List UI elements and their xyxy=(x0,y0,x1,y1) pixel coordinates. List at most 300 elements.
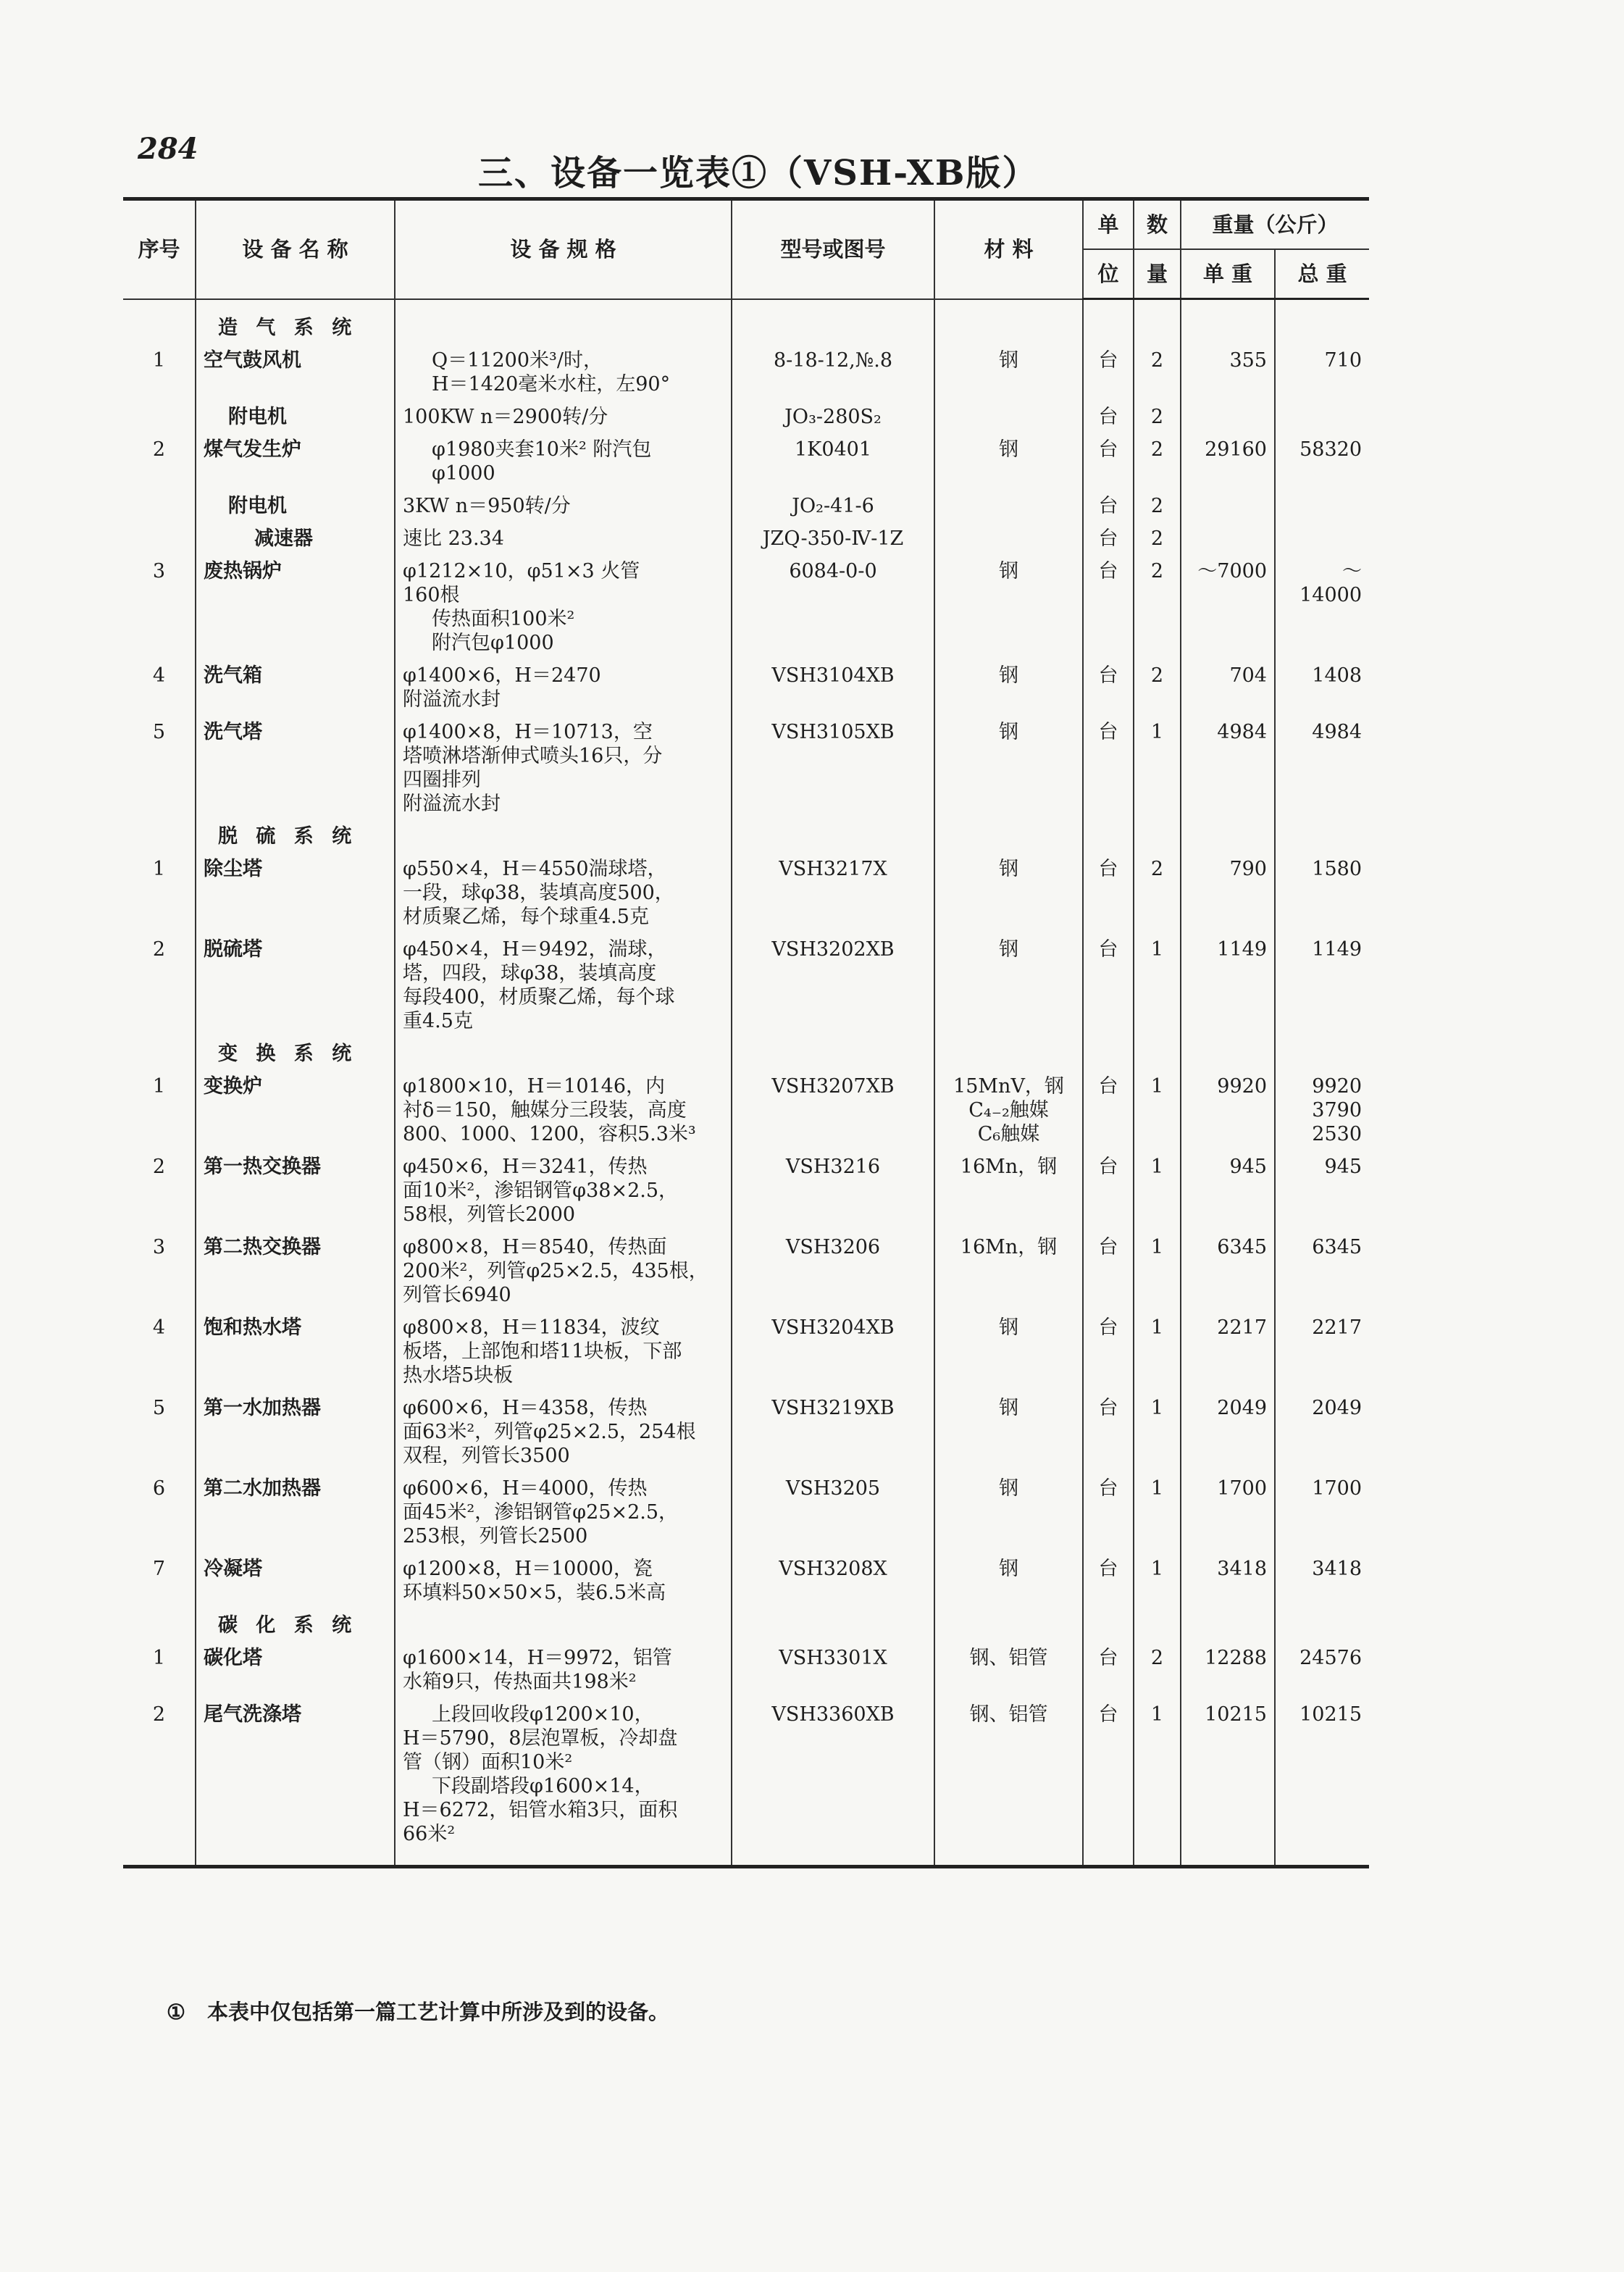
model-text: 1K0401 xyxy=(794,438,872,461)
unit-weight xyxy=(1181,716,1275,820)
model-text: ⅤSH3104XB xyxy=(771,664,895,687)
row-index xyxy=(123,1553,196,1609)
equipment-spec xyxy=(395,716,732,820)
spec-line: φ450×6，H＝3241，传热 xyxy=(403,1155,648,1178)
equipment-spec xyxy=(395,1553,732,1609)
unit-weight-text: 355 xyxy=(1229,348,1267,372)
spec-line: 3KW n＝950转/分 xyxy=(403,494,571,517)
index-text: 6 xyxy=(152,1477,166,1500)
unit-text: 台 xyxy=(1098,438,1118,461)
equipment-model xyxy=(732,853,934,933)
unit-weight-text xyxy=(1189,494,1267,518)
unit-weight xyxy=(1181,1231,1275,1311)
section-row xyxy=(123,1037,1369,1070)
equipment-material xyxy=(934,1698,1083,1867)
equipment-qty xyxy=(1134,522,1181,555)
spec-line: 环填料50×50×5，装6.5米高 xyxy=(403,1581,666,1604)
equipment-model xyxy=(732,555,934,659)
spec-line: φ1200×8，H＝10000，瓷 xyxy=(403,1557,653,1580)
total-weight-text xyxy=(1283,405,1362,429)
spec-line: 面10米²，渗铝钢管φ38×2.5， xyxy=(403,1179,679,1202)
table-row xyxy=(123,401,1369,433)
section-row xyxy=(123,299,1369,344)
equipment-spec xyxy=(395,1472,732,1553)
spec-line: φ1600×14，H＝9972，铝管 xyxy=(403,1646,672,1669)
equipment-unit xyxy=(1083,716,1134,820)
section-title: 碳 化 系 统 xyxy=(218,1613,358,1637)
equipment-qty xyxy=(1134,716,1181,820)
equipment-material xyxy=(934,1553,1083,1609)
index-text: 2 xyxy=(152,1155,166,1178)
total-weight-text: 1149 xyxy=(1312,937,1363,961)
equipment-table xyxy=(123,197,1369,1868)
material-text: 钢 xyxy=(999,664,1018,687)
spec-line: 100KW n＝2900转/分 xyxy=(403,405,608,428)
unit-weight-text: 10215 xyxy=(1205,1703,1267,1726)
index-text: 3 xyxy=(152,1235,166,1258)
total-weight xyxy=(1275,1311,1369,1392)
total-weight-text: 945 xyxy=(1324,1155,1363,1178)
table-row xyxy=(123,1553,1369,1609)
spec-line: 200米²，列管φ25×2.5，435根， xyxy=(403,1259,708,1282)
material-text: 16Mn，钢 xyxy=(960,1235,1058,1258)
unit-weight xyxy=(1181,1472,1275,1553)
footnote xyxy=(167,1996,669,2026)
total-weight-text: 2049 xyxy=(1312,1396,1363,1419)
index-text: 3 xyxy=(152,559,166,582)
spec-line: 管（钢）面积10米² xyxy=(403,1750,573,1774)
spec-line: 附汽包φ1000 xyxy=(432,631,554,654)
name-text: 尾气洗涤塔 xyxy=(204,1703,301,1726)
spec-line: φ800×8，H＝8540，传热面 xyxy=(403,1235,667,1258)
header-total-weight: 总 重 xyxy=(1275,249,1369,299)
qty-text: 1 xyxy=(1150,1316,1164,1339)
equipment-qty xyxy=(1134,1150,1181,1231)
table-row xyxy=(123,1642,1369,1698)
unit-weight-text: 4984 xyxy=(1217,720,1267,743)
total-weight-text xyxy=(1283,527,1362,551)
row-index xyxy=(123,659,196,716)
row-index xyxy=(123,1642,196,1698)
model-text: ⅤSH3202XB xyxy=(771,937,895,961)
name-text: 空气鼓风机 xyxy=(204,348,301,372)
equipment-model xyxy=(732,1553,934,1609)
spec-line: 58根，列管长2000 xyxy=(403,1203,576,1226)
total-weight xyxy=(1275,1392,1369,1472)
spec-line: 塔，四段，球φ38，装填高度 xyxy=(403,961,657,985)
equipment-material xyxy=(934,659,1083,716)
spec-line: φ1800×10，H＝10146，内 xyxy=(403,1074,666,1098)
equipment-spec xyxy=(395,522,732,555)
equipment-unit xyxy=(1083,490,1134,522)
unit-text: 台 xyxy=(1098,857,1118,880)
unit-text: 台 xyxy=(1098,1703,1118,1726)
material-text: 钢 xyxy=(999,857,1018,880)
model-text: ⅤSH3216 xyxy=(785,1155,881,1178)
spec-line: φ1400×6，H＝2470 xyxy=(403,664,601,687)
unit-weight-text: ～7000 xyxy=(1197,559,1267,582)
row-index xyxy=(123,1472,196,1553)
row-index xyxy=(123,522,196,555)
material-text: 钢 xyxy=(999,1396,1018,1419)
total-weight-text: 4984 xyxy=(1312,720,1363,743)
equipment-material xyxy=(934,933,1083,1037)
material-text: 钢 xyxy=(999,1316,1018,1339)
unit-weight xyxy=(1181,522,1275,555)
row-index xyxy=(123,433,196,490)
footnote-mark: ① xyxy=(167,2000,185,2024)
unit-text: 台 xyxy=(1098,494,1118,517)
equipment-qty xyxy=(1134,1553,1181,1609)
row-index xyxy=(123,490,196,522)
qty-text: 1 xyxy=(1150,937,1164,961)
total-weight-text: 3418 xyxy=(1312,1557,1363,1580)
unit-weight xyxy=(1181,1311,1275,1392)
header-unit-weight: 单 重 xyxy=(1181,249,1275,299)
index-text xyxy=(130,494,188,518)
model-text: 6084-0-0 xyxy=(789,559,877,582)
model-text: 8-18-12,№.8 xyxy=(773,348,893,372)
table-row xyxy=(123,1070,1369,1150)
equipment-model xyxy=(732,1150,934,1231)
index-text: 2 xyxy=(152,937,166,961)
model-text: ⅤSH3219XB xyxy=(771,1396,895,1419)
unit-weight xyxy=(1181,401,1275,433)
spec-line: φ1000 xyxy=(432,462,495,485)
equipment-qty xyxy=(1134,1642,1181,1698)
unit-weight xyxy=(1181,1698,1275,1867)
row-index xyxy=(123,1231,196,1311)
total-weight xyxy=(1275,1150,1369,1231)
qty-text: 1 xyxy=(1150,1074,1164,1098)
spec-line: 列管长6940 xyxy=(403,1283,511,1306)
unit-text: 台 xyxy=(1098,1396,1118,1419)
total-weight-text: ～14000 xyxy=(1299,559,1363,606)
total-weight-text: 2217 xyxy=(1312,1316,1363,1339)
total-weight-text: 58320 xyxy=(1299,438,1363,461)
equipment-unit xyxy=(1083,1150,1134,1231)
index-text: 1 xyxy=(152,857,166,880)
table-row xyxy=(123,1698,1369,1867)
equipment-material xyxy=(934,433,1083,490)
equipment-unit xyxy=(1083,1070,1134,1150)
equipment-model xyxy=(732,522,934,555)
name-text: 脱硫塔 xyxy=(204,937,262,961)
index-text: 1 xyxy=(152,1646,166,1669)
equipment-unit xyxy=(1083,853,1134,933)
material-line: C₄₋₂触媒 xyxy=(968,1098,1049,1122)
equipment-name xyxy=(196,1311,395,1392)
qty-text: 1 xyxy=(1150,1557,1164,1580)
material-text: 16Mn，钢 xyxy=(960,1155,1058,1178)
unit-weight-text: 3418 xyxy=(1217,1557,1267,1580)
equipment-material xyxy=(934,853,1083,933)
spec-line: 附溢流水封 xyxy=(403,792,501,815)
equipment-name xyxy=(196,555,395,659)
total-weight-text: 1408 xyxy=(1312,664,1363,687)
material-text: 钢 xyxy=(999,937,1018,961)
total-weight xyxy=(1275,433,1369,490)
total-weight xyxy=(1275,1698,1369,1867)
equipment-qty xyxy=(1134,853,1181,933)
unit-weight xyxy=(1181,555,1275,659)
total-weight xyxy=(1275,853,1369,933)
material-line: C₆触媒 xyxy=(977,1122,1040,1145)
qty-text: 2 xyxy=(1150,348,1164,372)
equipment-model xyxy=(732,1070,934,1150)
equipment-model xyxy=(732,433,934,490)
equipment-qty xyxy=(1134,1311,1181,1392)
material-text: 钢、铝管 xyxy=(969,1646,1048,1669)
equipment-model xyxy=(732,1472,934,1553)
header-name: 设 备 名 称 xyxy=(196,199,395,299)
equipment-unit xyxy=(1083,1311,1134,1392)
model-text: ⅤSH3217X xyxy=(779,857,887,880)
equipment-qty xyxy=(1134,1392,1181,1472)
qty-text: 1 xyxy=(1150,1155,1164,1178)
name-text: 废热锅炉 xyxy=(204,559,282,582)
spec-line: φ450×4，H＝9492，湍球， xyxy=(403,937,667,961)
table-row xyxy=(123,522,1369,555)
unit-text: 台 xyxy=(1098,664,1118,687)
row-index xyxy=(123,1311,196,1392)
equipment-material xyxy=(934,1642,1083,1698)
section-title: 变 换 系 统 xyxy=(218,1042,358,1065)
section-title: 脱 硫 系 统 xyxy=(218,824,358,848)
equipment-qty xyxy=(1134,1231,1181,1311)
spec-line: 面63米²，列管φ25×2.5，254根 xyxy=(403,1420,696,1443)
header-unit-bottom: 位 xyxy=(1083,249,1134,299)
total-weight-line: 9920 xyxy=(1312,1074,1363,1098)
equipment-material xyxy=(934,716,1083,820)
qty-text: 1 xyxy=(1150,1703,1164,1726)
equipment-name xyxy=(196,522,395,555)
equipment-model xyxy=(732,1311,934,1392)
index-text: 1 xyxy=(152,1074,166,1098)
table-row xyxy=(123,555,1369,659)
equipment-spec xyxy=(395,401,732,433)
equipment-name xyxy=(196,1150,395,1231)
equipment-unit xyxy=(1083,1553,1134,1609)
qty-text: 2 xyxy=(1150,405,1164,428)
unit-weight-text xyxy=(1189,405,1267,429)
equipment-unit xyxy=(1083,1642,1134,1698)
equipment-spec xyxy=(395,933,732,1037)
equipment-spec xyxy=(395,1070,732,1150)
equipment-qty xyxy=(1134,659,1181,716)
qty-text: 2 xyxy=(1150,559,1164,582)
equipment-spec xyxy=(395,433,732,490)
unit-weight xyxy=(1181,1553,1275,1609)
equipment-name xyxy=(196,659,395,716)
model-text: ⅤSH3105XB xyxy=(771,720,895,743)
material-text: 钢 xyxy=(999,438,1018,461)
equipment-material xyxy=(934,1231,1083,1311)
spec-line: 热水塔5块板 xyxy=(403,1363,514,1387)
spec-line: φ1980夹套10米² 附汽包 xyxy=(432,438,652,461)
qty-text: 2 xyxy=(1150,438,1164,461)
total-weight-line: 3790 xyxy=(1312,1098,1363,1122)
spec-line: 传热面积100米² xyxy=(432,607,575,630)
unit-text: 台 xyxy=(1098,1557,1118,1580)
table-body xyxy=(123,299,1369,1867)
index-text: 4 xyxy=(152,1316,166,1339)
total-weight xyxy=(1275,716,1369,820)
equipment-qty xyxy=(1134,1472,1181,1553)
spec-line: 四圈排列 xyxy=(403,768,481,791)
index-text: 5 xyxy=(152,1396,166,1419)
index-text: 2 xyxy=(152,1703,166,1726)
equipment-qty xyxy=(1134,344,1181,401)
equipment-name xyxy=(196,1392,395,1472)
index-text: 4 xyxy=(152,664,166,687)
footnote-text: 本表中仅包括第一篇工艺计算中所涉及到的设备。 xyxy=(207,2000,670,2024)
unit-weight-text: 790 xyxy=(1229,857,1267,880)
name-text: 饱和热水塔 xyxy=(204,1316,301,1339)
equipment-name xyxy=(196,1231,395,1311)
equipment-material xyxy=(934,1070,1083,1150)
spec-line: 下段副塔段φ1600×14， xyxy=(432,1774,654,1797)
unit-weight xyxy=(1181,1642,1275,1698)
spec-line: 上段回收段φ1200×10， xyxy=(432,1703,654,1726)
name-text: 第一水加热器 xyxy=(204,1396,321,1419)
model-text: ⅤSH3360XB xyxy=(771,1703,895,1726)
total-weight-text xyxy=(1283,494,1362,518)
material-text: 钢 xyxy=(999,1477,1018,1500)
unit-weight-text: 2049 xyxy=(1217,1396,1267,1419)
equipment-material xyxy=(934,1472,1083,1553)
unit-text: 台 xyxy=(1098,1646,1118,1669)
material-text: 钢 xyxy=(999,348,1018,372)
unit-text: 台 xyxy=(1098,559,1118,582)
unit-weight-text: 1149 xyxy=(1217,937,1267,961)
page-number: 284 xyxy=(138,132,198,166)
equipment-model xyxy=(732,1392,934,1472)
name-text: 第二热交换器 xyxy=(204,1235,321,1258)
material-text xyxy=(942,405,1075,429)
equipment-model xyxy=(732,490,934,522)
spec-line: 253根，列管长2500 xyxy=(403,1524,588,1548)
total-weight-text: 10215 xyxy=(1299,1703,1363,1726)
equipment-qty xyxy=(1134,1698,1181,1867)
name-text: 第二水加热器 xyxy=(204,1477,321,1500)
table-row xyxy=(123,1392,1369,1472)
name-text: 附电机 xyxy=(228,405,287,428)
equipment-qty xyxy=(1134,1070,1181,1150)
section-row xyxy=(123,1609,1369,1642)
equipment-spec xyxy=(395,1231,732,1311)
equipment-name xyxy=(196,490,395,522)
equipment-spec xyxy=(395,344,732,401)
total-weight xyxy=(1275,1070,1369,1150)
equipment-spec xyxy=(395,853,732,933)
row-index xyxy=(123,1070,196,1150)
table-row xyxy=(123,344,1369,401)
equipment-spec xyxy=(395,490,732,522)
equipment-model xyxy=(732,1698,934,1867)
equipment-name xyxy=(196,1698,395,1867)
model-text: ⅤSH3206 xyxy=(785,1235,881,1258)
unit-weight-text: 6345 xyxy=(1217,1235,1267,1258)
equipment-material xyxy=(934,490,1083,522)
table-row xyxy=(123,1472,1369,1553)
unit-weight xyxy=(1181,659,1275,716)
section-row xyxy=(123,820,1369,853)
material-text: 钢 xyxy=(999,559,1018,582)
equipment-model xyxy=(732,1642,934,1698)
equipment-unit xyxy=(1083,433,1134,490)
qty-text: 2 xyxy=(1150,664,1164,687)
spec-line: 面45米²，渗铝钢管φ25×2.5， xyxy=(403,1500,679,1524)
page-title: 三、设备一览表①（ⅤSH-XB版） xyxy=(478,153,1039,193)
row-index xyxy=(123,1392,196,1472)
spec-line: 160根 xyxy=(403,583,460,606)
equipment-model xyxy=(732,1231,934,1311)
spec-line: φ800×8，H＝11834，波纹 xyxy=(403,1316,660,1339)
unit-text: 台 xyxy=(1098,405,1118,428)
unit-weight-text: 9920 xyxy=(1217,1074,1267,1098)
qty-text: 2 xyxy=(1150,494,1164,517)
header-model: 型号或图号 xyxy=(732,199,934,299)
spec-line: 每段400，材质聚乙烯，每个球 xyxy=(403,985,675,1008)
equipment-model xyxy=(732,659,934,716)
model-text: JZQ-350-Ⅳ-1Z xyxy=(762,527,904,550)
unit-weight xyxy=(1181,1070,1275,1150)
row-index xyxy=(123,1698,196,1867)
unit-weight-text: 2217 xyxy=(1217,1316,1267,1339)
equipment-qty xyxy=(1134,490,1181,522)
spec-line: H＝6272，铝管水箱3只，面积 xyxy=(403,1798,678,1821)
qty-text: 1 xyxy=(1150,1477,1164,1500)
spec-line: 水箱9只，传热面共198米² xyxy=(403,1670,637,1693)
spec-line: Q＝11200米³/时， xyxy=(432,348,603,372)
unit-weight-text: 12288 xyxy=(1205,1646,1267,1669)
equipment-name xyxy=(196,933,395,1037)
equipment-unit xyxy=(1083,555,1134,659)
unit-text: 台 xyxy=(1098,1074,1118,1098)
equipment-spec xyxy=(395,1642,732,1698)
total-weight xyxy=(1275,1231,1369,1311)
equipment-name xyxy=(196,401,395,433)
header-weight: 重量（公斤） xyxy=(1181,199,1369,250)
unit-text: 台 xyxy=(1098,1155,1118,1178)
index-text xyxy=(130,527,188,551)
equipment-material xyxy=(934,1311,1083,1392)
section-title: 造 气 系 统 xyxy=(218,316,358,339)
total-weight xyxy=(1275,401,1369,433)
qty-text: 1 xyxy=(1150,1396,1164,1419)
spec-line: 66米² xyxy=(403,1822,456,1845)
table-row xyxy=(123,1311,1369,1392)
total-weight xyxy=(1275,344,1369,401)
equipment-spec xyxy=(395,659,732,716)
unit-weight xyxy=(1181,344,1275,401)
index-text: 2 xyxy=(152,438,166,461)
total-weight xyxy=(1275,1553,1369,1609)
index-text: 7 xyxy=(152,1557,166,1580)
equipment-unit xyxy=(1083,933,1134,1037)
name-text: 洗气塔 xyxy=(204,720,262,743)
model-text: ⅤSH3301X xyxy=(779,1646,887,1669)
total-weight-text: 1580 xyxy=(1312,857,1363,880)
equipment-name xyxy=(196,1642,395,1698)
table-row xyxy=(123,933,1369,1037)
total-weight xyxy=(1275,522,1369,555)
equipment-unit xyxy=(1083,1472,1134,1553)
unit-weight xyxy=(1181,433,1275,490)
equipment-name xyxy=(196,1070,395,1150)
table-row xyxy=(123,1231,1369,1311)
